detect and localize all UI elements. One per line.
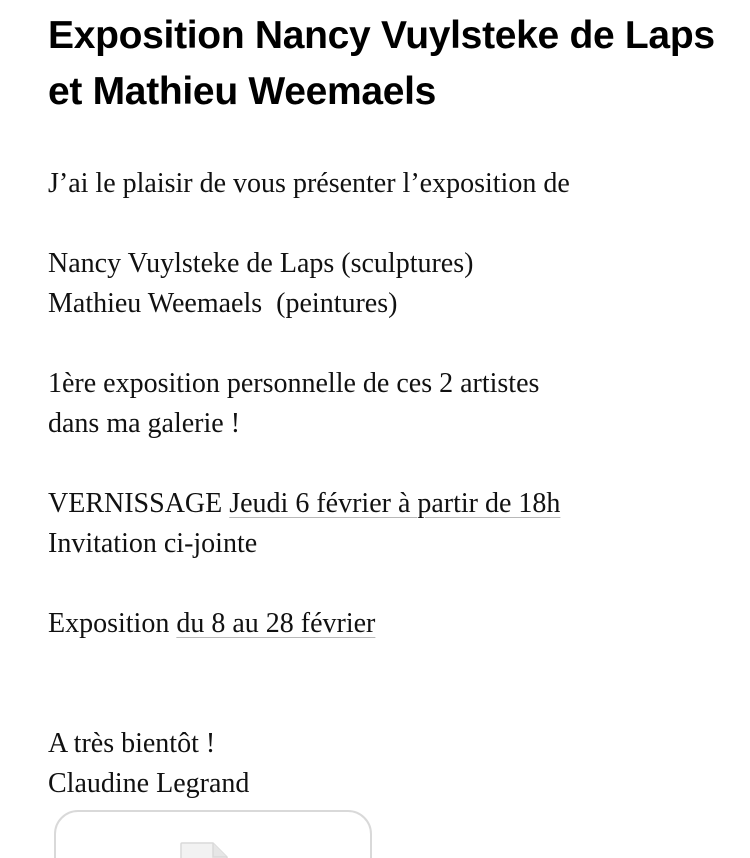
spacer	[48, 324, 728, 364]
vernissage-label: VERNISSAGE	[48, 488, 230, 519]
spacer	[48, 644, 728, 724]
spacer	[48, 564, 728, 604]
page-title: Exposition Nancy Vuylsteke de Laps et Mathieu Weemaels	[48, 14, 715, 113]
spacer	[48, 444, 728, 484]
exhibition-line	[48, 604, 728, 644]
invitation-line: Invitation ci-jointe	[48, 528, 258, 559]
vernissage-date-link[interactable]: Jeudi 6 février à partir de 18h	[229, 488, 561, 519]
artist-line-2: Mathieu Weemaels (peintures)	[48, 288, 398, 319]
exhibition-dates-link[interactable]: du 8 au 28 février	[176, 608, 376, 639]
exhibition-label: Exposition	[48, 608, 177, 639]
first-show-line-1: 1ère exposition personnelle de ces 2 artistes	[48, 368, 540, 399]
spacer	[48, 204, 728, 244]
attachment-card[interactable]	[54, 810, 372, 858]
intro-text: J’ai le plaisir de vous présenter l’exposition de	[48, 168, 570, 199]
signature: Claudine Legrand	[48, 768, 250, 799]
artist-line-1: Nancy Vuylsteke de Laps (sculptures)	[48, 248, 474, 279]
vernissage-line	[48, 484, 728, 524]
first-show-line-2: dans ma galerie !	[48, 408, 241, 439]
message-content	[48, 164, 728, 804]
document-icon	[180, 842, 230, 858]
closing-line: A très bientôt !	[48, 728, 216, 759]
